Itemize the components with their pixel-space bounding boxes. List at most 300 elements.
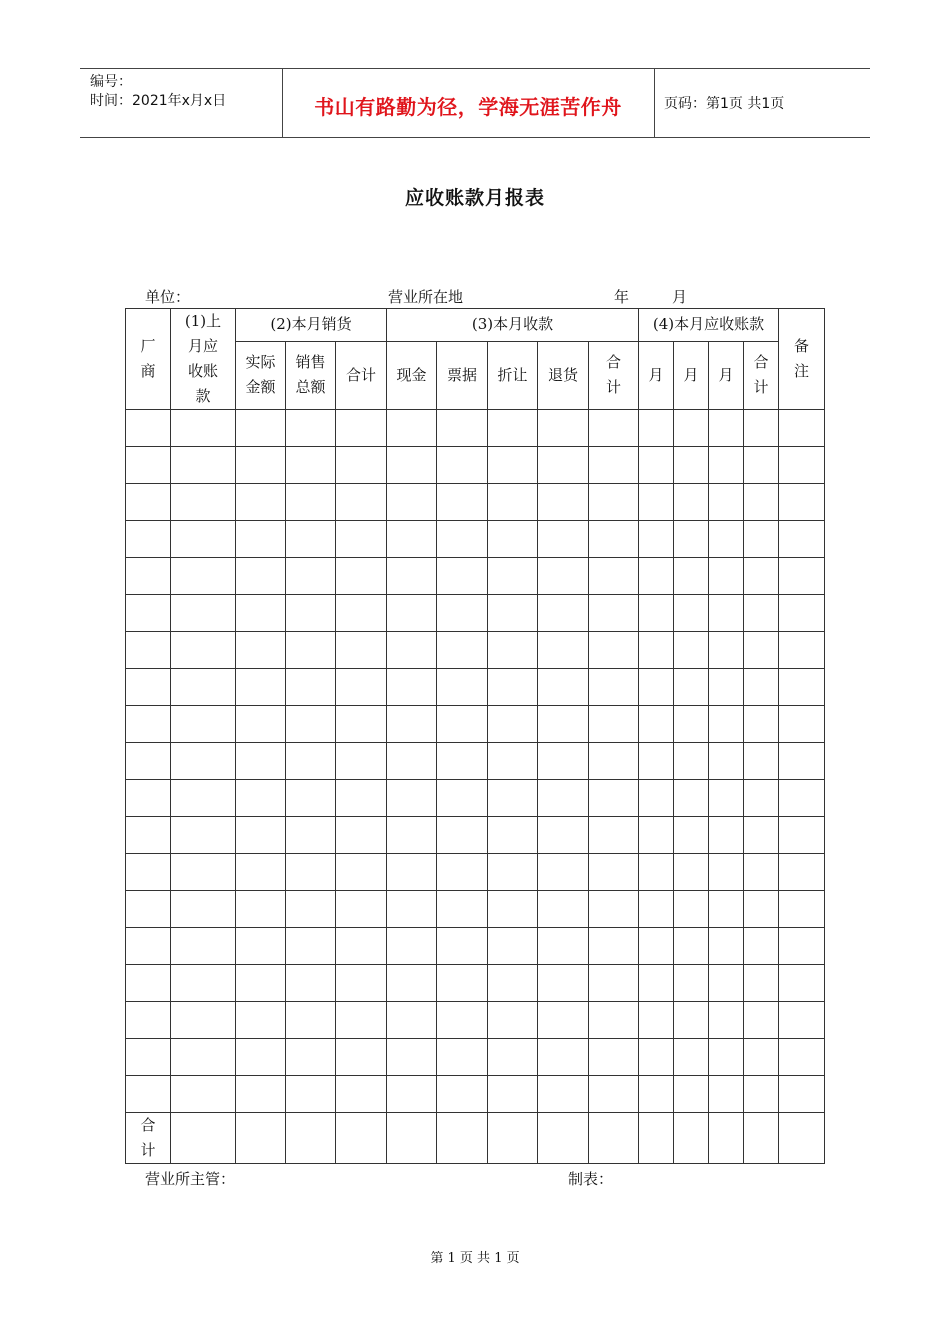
table-cell[interactable] [126,817,171,854]
table-cell[interactable] [488,817,538,854]
table-cell[interactable] [171,1039,236,1076]
table-cell[interactable] [709,780,744,817]
table-cell[interactable] [437,595,488,632]
table-cell[interactable] [286,1039,336,1076]
table-cell[interactable] [639,521,674,558]
table-cell[interactable] [488,558,538,595]
table-cell[interactable] [674,669,709,706]
table-cell[interactable] [387,595,437,632]
table-cell[interactable] [744,521,779,558]
table-cell[interactable] [286,891,336,928]
table-cell[interactable] [437,484,488,521]
table-cell[interactable] [538,1076,589,1113]
table-cell[interactable] [709,595,744,632]
table-cell[interactable] [538,817,589,854]
table-cell[interactable] [286,928,336,965]
table-cell[interactable] [639,558,674,595]
table-cell[interactable] [488,410,538,447]
table-cell[interactable] [336,558,387,595]
table-cell[interactable] [387,669,437,706]
table-cell[interactable] [336,780,387,817]
table-cell[interactable] [126,558,171,595]
table-cell[interactable] [171,1002,236,1039]
table-cell[interactable] [744,410,779,447]
table-cell[interactable] [538,1039,589,1076]
table-cell[interactable] [236,1039,286,1076]
table-cell[interactable] [589,558,639,595]
table-cell[interactable] [286,484,336,521]
table-cell[interactable] [589,1039,639,1076]
table-cell[interactable] [437,965,488,1002]
table-cell[interactable] [589,447,639,484]
table-cell[interactable] [387,928,437,965]
table-cell[interactable] [589,632,639,669]
table-cell[interactable] [437,447,488,484]
table-cell[interactable] [589,743,639,780]
table-cell[interactable] [171,706,236,743]
table-cell[interactable] [538,669,589,706]
table-cell[interactable] [126,1039,171,1076]
table-cell[interactable] [126,854,171,891]
table-cell[interactable] [589,1113,639,1164]
table-cell[interactable] [286,965,336,1002]
table-cell[interactable] [538,1002,589,1039]
table-cell[interactable] [236,521,286,558]
table-cell[interactable] [779,706,825,743]
table-cell[interactable] [387,780,437,817]
table-cell[interactable] [488,706,538,743]
table-cell[interactable] [674,447,709,484]
table-cell[interactable] [674,928,709,965]
table-cell[interactable] [286,669,336,706]
table-cell[interactable] [674,595,709,632]
table-cell[interactable] [336,1113,387,1164]
table-cell[interactable] [126,706,171,743]
table-cell[interactable] [286,1002,336,1039]
table-cell[interactable] [639,891,674,928]
table-cell[interactable] [336,1002,387,1039]
table-cell[interactable] [744,928,779,965]
table-cell[interactable] [538,854,589,891]
table-cell[interactable] [538,928,589,965]
table-cell[interactable] [437,817,488,854]
table-cell[interactable] [709,558,744,595]
table-cell[interactable] [126,410,171,447]
table-cell[interactable] [589,410,639,447]
table-cell[interactable] [286,1113,336,1164]
table-cell[interactable] [538,632,589,669]
table-cell[interactable] [779,1002,825,1039]
table-cell[interactable] [126,891,171,928]
table-cell[interactable] [538,595,589,632]
table-cell[interactable] [336,447,387,484]
table-cell[interactable] [779,632,825,669]
table-cell[interactable] [674,891,709,928]
table-cell[interactable] [387,965,437,1002]
table-cell[interactable] [236,447,286,484]
table-cell[interactable] [126,1076,171,1113]
table-cell[interactable] [171,669,236,706]
table-cell[interactable] [488,743,538,780]
table-cell[interactable] [236,558,286,595]
table-cell[interactable] [589,706,639,743]
table-cell[interactable] [488,1039,538,1076]
table-cell[interactable] [437,632,488,669]
table-cell[interactable] [236,1002,286,1039]
table-cell[interactable] [674,780,709,817]
table-cell[interactable] [589,669,639,706]
table-cell[interactable] [126,965,171,1002]
table-cell[interactable] [538,891,589,928]
table-cell[interactable] [488,891,538,928]
table-cell[interactable] [126,780,171,817]
table-cell[interactable] [744,706,779,743]
table-cell[interactable] [171,965,236,1002]
table-cell[interactable] [709,965,744,1002]
table-cell[interactable] [674,1113,709,1164]
table-cell[interactable] [589,891,639,928]
table-cell[interactable] [779,595,825,632]
table-cell[interactable] [236,743,286,780]
table-cell[interactable] [779,484,825,521]
table-cell[interactable] [488,669,538,706]
table-cell[interactable] [286,632,336,669]
table-cell[interactable] [744,1113,779,1164]
table-cell[interactable] [387,484,437,521]
table-cell[interactable] [589,1002,639,1039]
table-cell[interactable] [709,447,744,484]
table-cell[interactable] [336,595,387,632]
table-cell[interactable] [744,965,779,1002]
table-cell[interactable] [674,965,709,1002]
table-cell[interactable] [171,743,236,780]
table-cell[interactable] [589,780,639,817]
table-cell[interactable] [336,891,387,928]
table-cell[interactable] [674,854,709,891]
table-cell[interactable] [336,1039,387,1076]
table-cell[interactable] [387,854,437,891]
table-cell[interactable] [488,447,538,484]
table-cell[interactable] [437,854,488,891]
table-cell[interactable] [286,817,336,854]
table-cell[interactable] [709,632,744,669]
table-cell[interactable] [488,965,538,1002]
table-cell[interactable] [538,780,589,817]
table-cell[interactable] [336,817,387,854]
table-cell[interactable] [639,669,674,706]
table-cell[interactable] [236,410,286,447]
table-cell[interactable] [387,447,437,484]
table-cell[interactable] [538,965,589,1002]
table-cell[interactable] [437,521,488,558]
table-cell[interactable] [538,410,589,447]
table-cell[interactable] [709,1039,744,1076]
table-cell[interactable] [488,780,538,817]
table-cell[interactable] [126,632,171,669]
table-cell[interactable] [674,558,709,595]
table-cell[interactable] [674,1002,709,1039]
table-cell[interactable] [437,1002,488,1039]
table-cell[interactable] [538,521,589,558]
table-cell[interactable] [488,1002,538,1039]
table-cell[interactable] [709,1002,744,1039]
table-cell[interactable] [589,965,639,1002]
table-cell[interactable] [589,817,639,854]
table-cell[interactable] [336,965,387,1002]
table-cell[interactable] [674,706,709,743]
table-cell[interactable] [589,854,639,891]
table-cell[interactable] [674,1076,709,1113]
table-cell[interactable] [779,891,825,928]
table-cell[interactable] [171,484,236,521]
table-cell[interactable] [779,854,825,891]
table-cell[interactable] [589,928,639,965]
table-cell[interactable] [171,817,236,854]
table-cell[interactable] [171,854,236,891]
table-cell[interactable] [336,854,387,891]
table-cell[interactable] [744,484,779,521]
table-cell[interactable] [674,632,709,669]
table-cell[interactable] [779,928,825,965]
table-cell[interactable] [538,1113,589,1164]
table-row [126,965,825,1002]
table-cell[interactable] [779,1039,825,1076]
table-cell[interactable] [236,891,286,928]
table-cell[interactable] [639,410,674,447]
table-cell[interactable] [538,558,589,595]
table-cell[interactable] [639,743,674,780]
table-cell[interactable] [709,891,744,928]
table-cell[interactable] [336,928,387,965]
table-cell[interactable] [336,1076,387,1113]
table-cell[interactable] [488,595,538,632]
table-cell[interactable] [336,632,387,669]
table-cell[interactable] [387,706,437,743]
table-cell[interactable] [171,632,236,669]
table-cell[interactable] [236,817,286,854]
table-cell[interactable] [437,706,488,743]
table-cell[interactable] [236,595,286,632]
table-cell[interactable] [779,780,825,817]
table-cell[interactable] [387,410,437,447]
table-cell[interactable] [538,484,589,521]
table-cell[interactable] [336,669,387,706]
table-cell[interactable] [336,706,387,743]
table-cell[interactable] [387,817,437,854]
table-cell[interactable] [639,1039,674,1076]
table-cell[interactable] [674,410,709,447]
table-cell[interactable] [171,1113,236,1164]
table-cell[interactable] [779,558,825,595]
table-cell[interactable] [639,1076,674,1113]
table-cell[interactable] [236,706,286,743]
table-cell[interactable] [336,410,387,447]
table-cell[interactable] [387,743,437,780]
table-cell[interactable] [744,1076,779,1113]
table-cell[interactable] [236,1113,286,1164]
table-cell[interactable] [639,706,674,743]
table-cell[interactable] [674,521,709,558]
table-cell[interactable] [639,965,674,1002]
table-cell[interactable] [744,669,779,706]
table-cell[interactable] [674,743,709,780]
table-cell[interactable] [709,706,744,743]
table-cell[interactable] [744,447,779,484]
table-cell[interactable] [709,817,744,854]
table-cell[interactable] [488,854,538,891]
table-cell[interactable] [744,1002,779,1039]
table-cell[interactable] [171,558,236,595]
table-cell[interactable] [639,1113,674,1164]
table-cell[interactable] [488,484,538,521]
table-cell[interactable] [589,595,639,632]
table-cell[interactable] [437,1039,488,1076]
table-cell[interactable] [387,521,437,558]
table-cell[interactable] [709,521,744,558]
table-cell[interactable] [387,891,437,928]
table-cell[interactable] [286,410,336,447]
table-cell[interactable] [744,595,779,632]
table-cell[interactable] [488,1113,538,1164]
table-cell[interactable] [589,484,639,521]
table-cell[interactable] [709,1113,744,1164]
table-cell[interactable] [171,447,236,484]
table-cell[interactable] [538,706,589,743]
table-cell[interactable] [674,1039,709,1076]
table-cell[interactable] [437,669,488,706]
table-cell[interactable] [236,632,286,669]
table-cell[interactable] [744,1039,779,1076]
table-cell[interactable] [744,632,779,669]
table-cell[interactable] [639,484,674,521]
table-cell[interactable] [286,595,336,632]
table-cell[interactable] [336,484,387,521]
table-cell[interactable] [286,706,336,743]
table-cell[interactable] [236,965,286,1002]
table-cell[interactable] [126,928,171,965]
table-cell[interactable] [236,669,286,706]
table-cell[interactable] [744,891,779,928]
table-cell[interactable] [779,743,825,780]
table-cell[interactable] [286,854,336,891]
table-cell[interactable] [126,521,171,558]
table-cell[interactable] [437,743,488,780]
table-cell[interactable] [387,632,437,669]
table-cell[interactable] [286,743,336,780]
table-cell[interactable] [589,521,639,558]
table-cell[interactable] [779,817,825,854]
table-cell[interactable] [744,558,779,595]
table-cell[interactable] [779,447,825,484]
table-cell[interactable] [709,669,744,706]
table-cell[interactable] [639,928,674,965]
table-cell[interactable] [286,521,336,558]
table-cell[interactable] [387,1076,437,1113]
table-cell[interactable] [387,558,437,595]
table-cell[interactable] [779,521,825,558]
table-cell[interactable] [171,928,236,965]
table-cell[interactable] [171,521,236,558]
table-cell[interactable] [437,558,488,595]
table-cell[interactable] [744,817,779,854]
table-cell[interactable] [488,1076,538,1113]
table-cell[interactable] [437,928,488,965]
table-cell[interactable] [437,891,488,928]
table-cell[interactable] [286,558,336,595]
table-cell[interactable] [779,410,825,447]
table-cell[interactable] [126,1002,171,1039]
table-cell[interactable] [709,928,744,965]
table-cell[interactable] [336,743,387,780]
table-cell[interactable] [639,447,674,484]
table-cell[interactable] [126,743,171,780]
table-cell[interactable] [538,743,589,780]
table-cell[interactable] [236,928,286,965]
table-cell[interactable] [709,410,744,447]
table-cell[interactable] [674,484,709,521]
table-cell[interactable] [126,669,171,706]
table-cell[interactable] [709,854,744,891]
table-cell[interactable] [744,743,779,780]
table-cell[interactable] [387,1002,437,1039]
table-cell[interactable] [437,1113,488,1164]
table-cell[interactable] [674,817,709,854]
table-cell[interactable] [126,595,171,632]
table-cell[interactable] [488,928,538,965]
table-cell[interactable] [126,447,171,484]
table-cell[interactable] [639,632,674,669]
table-cell[interactable] [236,1076,286,1113]
table-cell[interactable] [286,780,336,817]
table-cell[interactable] [589,1076,639,1113]
table-cell[interactable] [236,484,286,521]
table-cell[interactable] [639,817,674,854]
table-cell[interactable] [709,1076,744,1113]
table-cell[interactable] [126,484,171,521]
table-cell[interactable] [779,965,825,1002]
table-cell[interactable] [286,447,336,484]
table-cell[interactable] [538,447,589,484]
table-cell[interactable] [639,595,674,632]
table-cell[interactable] [488,632,538,669]
table-cell[interactable] [336,521,387,558]
table-cell[interactable] [779,669,825,706]
table-cell[interactable] [437,410,488,447]
table-cell[interactable] [779,1113,825,1164]
table-cell[interactable] [744,780,779,817]
table-cell[interactable] [779,1076,825,1113]
table-cell[interactable] [387,1113,437,1164]
table-cell[interactable] [709,484,744,521]
table-cell[interactable] [709,743,744,780]
table-cell[interactable] [437,780,488,817]
table-cell[interactable] [171,595,236,632]
table-cell[interactable] [437,1076,488,1113]
table-cell[interactable] [171,891,236,928]
table-cell[interactable] [171,1076,236,1113]
table-cell[interactable] [639,854,674,891]
table-cell[interactable] [236,780,286,817]
table-cell[interactable] [639,1002,674,1039]
table-cell[interactable] [236,854,286,891]
table-cell[interactable] [387,1039,437,1076]
table-cell[interactable] [744,854,779,891]
table-cell[interactable] [171,410,236,447]
table-cell[interactable] [171,780,236,817]
table-cell[interactable] [639,780,674,817]
table-cell[interactable] [286,1076,336,1113]
table-cell[interactable] [488,521,538,558]
